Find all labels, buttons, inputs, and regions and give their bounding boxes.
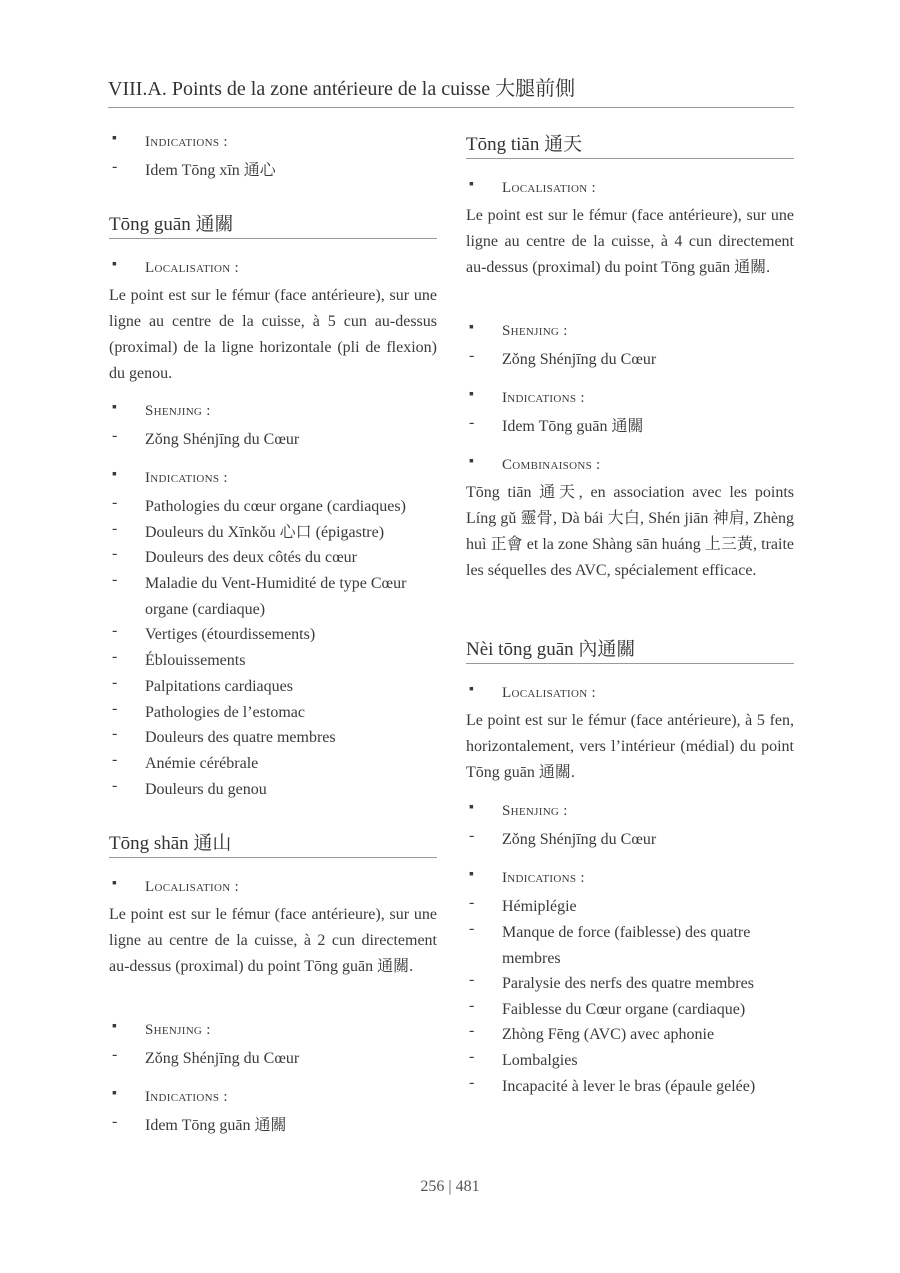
list-item: - Anémie cérébrale [112,751,259,772]
section-title: Tōng guān 通關 [109,214,234,235]
list-item: - Douleurs des deux côtés du cœur [112,545,357,566]
list-item: - Incapacité à lever le bras (épaule gelée) [469,1074,756,1095]
list-item: - Manque de force (faiblesse) des quatre membres [469,920,751,967]
list-item: - Paralysie des nerfs des quatre membres [469,971,754,992]
list-item: - Idem Tōng guān 通關 [469,414,644,435]
section-divider [466,663,794,664]
list-item: - Faiblesse du Cœur organe (cardiaque) [469,997,746,1018]
list-item: - Lombalgies [469,1048,578,1069]
list-item: - Éblouissements [112,648,246,669]
section-title: Nèi tōng guān 內通關 [466,639,636,660]
list-item: - Pathologies de l’estomac [112,700,305,721]
page-header-title: VIII.A. Points de la zone antérieure de la cuisse 大腿前側 [108,78,576,100]
list-item: - Douleurs du Xīnkǒu 心口 (épigastre) [112,520,385,541]
localisation-text: Le point est sur le fémur (face antérieure), sur une ligne au centre de la cuisse, à 5 cun au-dessus (proximal) de la ligne horizontale (pli de flexion) du genou. [109,287,437,382]
page-total: 481 [455,1178,480,1195]
document-page: VIII.A. Points de la zone antérieure de la cuisse 大腿前側 ▪ Indications : - Idem Tōng xīn 通心 Tōng guān 通關 ▪ Localisation : Le point est sur le fémur (face antérieure), sur une ligne au centre de la cuisse, à 5 cun au-dessus (proximal) de la ligne horizontale (pli de flexion) du genou. ▪ Shenjing : - Zǒng Shénjīng du Cœur ▪ Indications : - Pathologies du cœur organe (cardiaques) - Douleurs du Xīnkǒu 心口 (épigastre) - Douleurs des deux côtés du cœur - Maladie du Vent-Humidité de type Cœur organe (cardiaque) - Vertiges (étourdissements) - Éblouissements - Palpitations cardiaques - Pathologies de l’estomac - Douleurs des quatre membres - Anémie cérébrale - Douleurs du genou Tōng shān 通山 ▪ Localisation : Le point est sur le fémur (face antérieure), sur une ligne au centre de la cuisse, à 2 cun directement au-dessus (proximal) du point Tōng guān 通關. ▪ Shenjing : - Zǒng Shénjīng du Cœur ▪ Indications : - Idem Tōng guān 通關 Tōng tiān 通天 ▪ Localisation : Le point est sur le fémur (face antérieure), sur une ligne au centre de la cuisse, à 4 cun directement au-dessus (proximal) du point Tōng guān 通關. ▪ Shenjing : - Zǒng Shénjīng du Cœur ▪ Indications : - Idem Tōng guān 通關 ▪ Combinaisons : Tōng tiān 通天, en association avec les points Líng gǔ 靈骨, Dà bái 大白, Shén jiān 神肩, Zhèng huì 正會 et la zone Shàng sān huáng 上三黃, traite les séquelles des AVC, spécialement efficace. Nèi tōng guān 內通關 ▪ Localisation : Le point est sur le fémur (face antérieure), à 5 fen, horizontalement, vers l’intérieur (médial) du point Tōng guān 通關. ▪ Shenjing : - Zǒng Shénjīng du Cœur ▪ Indications : - Hémiplégie - Manque de force (faiblesse) des quatre membres - Paralysie des nerfs des quatre membres - Faiblesse du Cœur organe (cardiaque) - Zhòng Fēng (AVC) avec aphonie - Lombalgies - Incapacité à lever le bras (épaule gelée) 256 | 481 [0,0,900,1273]
localisation-text: Le point est sur le fémur (face antérieure), sur une ligne au centre de la cuisse, à 4 cun directement au-dessus (proximal) du point Tōng guān 通關. [466,207,794,276]
list-item: - Maladie du Vent-Humidité de type Cœur organe (cardiaque) [112,571,407,618]
list-item: - Vertiges (étourdissements) [112,622,316,643]
list-item: - Zǒng Shénjīng du Cœur [112,427,300,448]
list-item: - Zhòng Fēng (AVC) avec aphonie [469,1022,715,1043]
list-item: - Pathologies du cœur organe (cardiaques) [112,494,406,515]
section-divider [109,857,437,858]
bullet-dot: ▪ [112,131,118,146]
list-item: - Douleurs du genou [112,777,267,798]
page-number: 256 [420,1178,445,1195]
section-title: Tōng tiān 通天 [466,134,583,155]
localisation-text: Le point est sur le fémur (face antérieure), à 5 fen, horizontalement, vers l’intérieur (médial) du point Tōng guān 通關. [466,712,794,781]
list-item: - Zǒng Shénjīng du Cœur [469,827,657,848]
localisation-text: Le point est sur le fémur (face antérieure), sur une ligne au centre de la cuisse, à 2 cun directement au-dessus (proximal) du point Tōng guān 通關. [109,906,437,975]
header-divider [108,107,794,108]
page-footer [0,1178,900,1196]
section-divider [109,238,437,239]
page-separator: | [448,1178,452,1195]
section-title: Tōng shān 通山 [109,833,232,854]
section-divider [466,158,794,159]
list-item: - Zǒng Shénjīng du Cœur [112,1046,300,1067]
list-item: - Hémiplégie [469,894,577,915]
list-item: - Zǒng Shénjīng du Cœur [469,347,657,368]
list-item: - Idem Tōng guān 通關 [112,1113,287,1134]
list-item: - Palpitations cardiaques [112,674,293,695]
list-item: - Douleurs des quatre membres [112,725,336,746]
list-item: - Idem Tōng xīn 通心 [112,158,276,179]
combinaisons-text: Tōng tiān 通天, en association avec les points Líng gǔ 靈骨, Dà bái 大白, Shén jiān 神肩, Zhèng huì 正會 et la zone Shàng sān huáng 上三黃, traite les séquelles des AVC, spécialement efficace. [466,484,794,579]
